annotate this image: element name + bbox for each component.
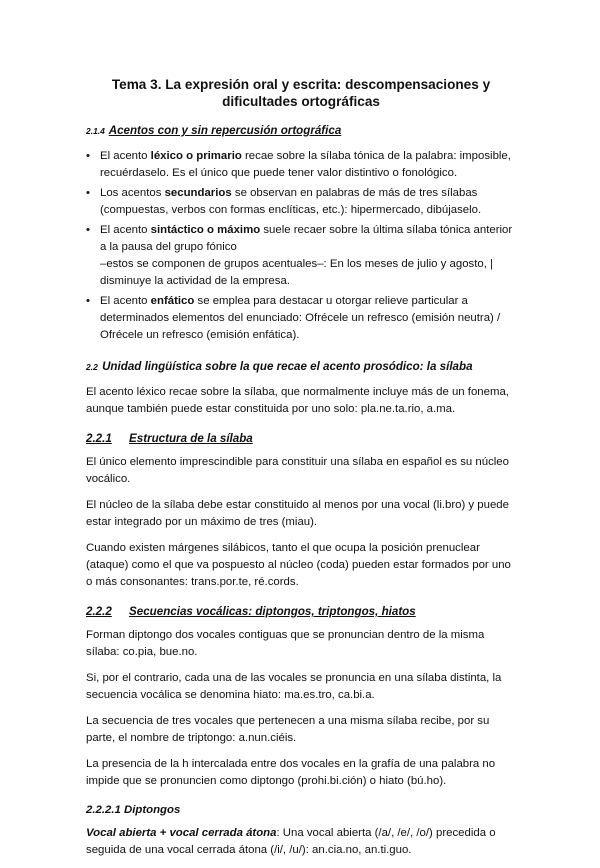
document-title: Tema 3. La expresión oral y escrita: descompensaciones y dificultades ortográficas [111, 77, 491, 109]
section-title: Acentos con y sin repercusión ortográfica [108, 124, 342, 137]
section-number: 2.2.2 [86, 605, 112, 618]
paragraph: El único elemento imprescindible para constituir una sílaba en español es su núcleo vocálico. [86, 456, 509, 485]
paragraph: Si, por el contrario, cada una de las vocales se pronuncia en una sílaba distinta, la secuencia vocálica se denomina hiato: ma.es.tro, ca.bi.a. [86, 672, 502, 701]
list-item: • El acento enfático se emplea para destacar u otorgar relieve particular a determinados elementos del enunciado: Ofrécele un refresco (emisión neutra) / Ofrécele un refresco (emisión enfática). [86, 293, 516, 344]
section-number: 2.2 [86, 362, 98, 372]
list-item: • Los acentos secundarios se observan en palabras de más de tres sílabas (compuestas, verbos con formas enclíticas, etc.): hipermercado, dibújaselo. [86, 185, 516, 219]
paragraph: Vocal abierta + vocal cerrada átona: Una vocal abierta (/a/, /e/, /o/) precedida o seguida de una vocal cerrada átona (/i/, /u/): an.cia.no, an.ti.guo. [86, 827, 496, 856]
section-heading-2-2-1 [86, 430, 516, 447]
paragraph: Cuando existen márgenes silábicos, tanto el que ocupa la posición prenuclear (ataque) como el que va pospuesto al núcleo (coda) pueden estar formados por uno o más consonantes: trans.por.te, ré.cords. [86, 542, 511, 588]
paragraph: El núcleo de la sílaba debe estar constituido al menos por una vocal (li.bro) y puede estar integrado por un máximo de tres (miau). [86, 499, 509, 528]
section-heading-2-2-2 [86, 603, 516, 620]
list-item: • El acento léxico o primario recae sobre la sílaba tónica de la palabra: imposible, recuérdaselo. Es el único que puede tener valor distintivo o fonológico. [86, 148, 516, 182]
section-heading-2-1-4 [86, 122, 516, 140]
section-heading-2-2-2-1: 2.2.2.1 Diptongos [86, 804, 181, 816]
accent-types-list [86, 148, 516, 344]
section-title: Unidad lingüística sobre la que recae el acento prosódico: la sílaba [102, 360, 473, 373]
paragraph: El acento léxico recae sobre la sílaba, que normalmente incluye más de un fonema, aunque también puede estar constituida por uno solo: pla.ne.ta.rio, a.ma. [86, 386, 509, 415]
section-title: Estructura de la sílaba [129, 432, 253, 445]
paragraph: La presencia de la h intercalada entre dos vocales en la grafía de una palabra no impide que se pronuncien como diptongo (prohi.bi.ción) o hiato (bú.ho). [86, 758, 496, 787]
paragraph: La secuencia de tres vocales que pertenecen a una misma sílaba recibe, por su parte, el nombre de triptongo: a.nun.ciéis. [86, 715, 490, 744]
paragraph: Forman diptongo dos vocales contiguas que se pronuncian dentro de la misma sílaba: co.pia, bue.no. [86, 629, 485, 658]
document-page [86, 76, 516, 868]
section-number: 2.1.4 [86, 126, 105, 136]
section-title: Secuencias vocálicas: diptongos, triptongos, hiatos [129, 605, 416, 618]
list-item: • El acento sintáctico o máximo suele recaer sobre la última sílaba tónica anterior a la pausa del grupo fónico –estos se componen de grupos acentuales–: En los meses de julio y agosto, | disminuye la actividad de la empresa. [86, 222, 516, 290]
lead-term: Vocal abierta + vocal cerrada átona [86, 827, 277, 839]
section-heading-2-2 [86, 358, 516, 376]
section-number: 2.2.1 [86, 432, 112, 445]
